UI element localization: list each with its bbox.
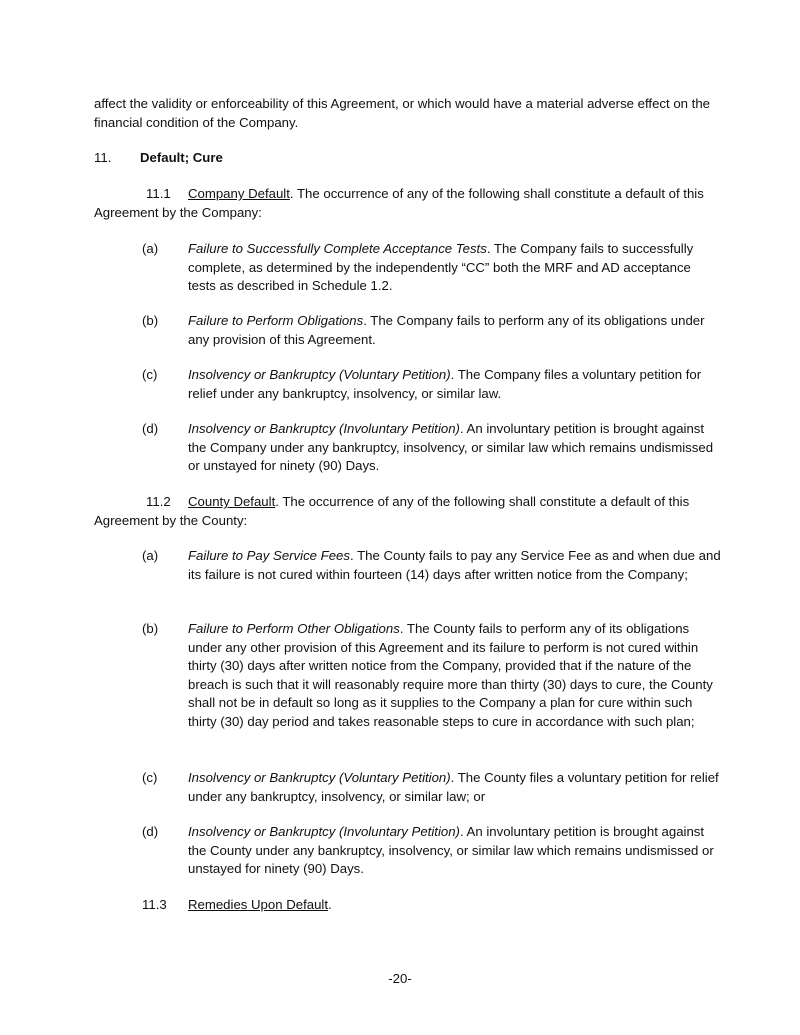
item-text: . The Company fails to perform any of its obligations under any provision of this Agreement. — [188, 313, 705, 347]
intro-paragraph: affect the validity or enforceability of this Agreement, or which would have a material adverse effect on the financial condition of the Company. — [94, 96, 710, 130]
list-item — [142, 823, 722, 879]
subsection-number: 11.2 — [146, 494, 171, 509]
subsection-title: Remedies Upon Default — [188, 897, 329, 912]
item-text: . The County files a voluntary petition for relief under any bankruptcy, insolvency, or similar law; or — [188, 770, 719, 804]
page-number: -20- — [388, 971, 412, 986]
item-text: . An involuntary petition is brought against the Company under any bankruptcy, insolvency, or similar law which remains undismissed or unstayed for ninety (90) Days. — [188, 421, 714, 473]
list-item — [142, 620, 722, 731]
item-text: . The Company files a voluntary petition for relief under any bankruptcy, insolvency, or similar law. — [188, 367, 702, 401]
subsection-text: . The occurrence of any of the following shall constitute a default of this Agreement by the Company: — [94, 186, 704, 220]
subsection-11-2 — [94, 493, 714, 530]
section-heading — [94, 149, 714, 168]
item-title: Failure to Perform Obligations — [188, 313, 364, 328]
list-item — [142, 366, 722, 403]
subsection-text: . The occurrence of any of the following shall constitute a default of this Agreement by the County: — [94, 494, 690, 528]
item-title: Insolvency or Bankruptcy (Voluntary Petition) — [188, 367, 451, 382]
item-label: (a) — [142, 548, 159, 563]
subsection-text: . — [328, 897, 332, 912]
item-title: Insolvency or Bankruptcy (Involuntary Petition) — [188, 824, 460, 839]
subsection-11-1 — [94, 185, 714, 222]
item-text: . The County fails to pay any Service Fee as and when due and its failure is not cured within fourteen (14) days after written notice from the Company; — [188, 548, 721, 582]
item-label: (b) — [142, 313, 159, 328]
item-title: Failure to Successfully Complete Acceptance Tests — [188, 241, 487, 256]
list-item — [142, 420, 722, 476]
subsection-title: Company Default — [188, 186, 290, 201]
item-title: Insolvency or Bankruptcy (Voluntary Petition) — [188, 770, 451, 785]
list-item — [142, 769, 722, 806]
item-label: (d) — [142, 824, 159, 839]
list-item — [142, 312, 722, 349]
subsection-number: 11.3 — [142, 897, 167, 912]
item-title: Failure to Pay Service Fees — [188, 548, 350, 563]
list-item — [142, 547, 722, 584]
section-number: 11. — [94, 150, 112, 165]
section-title: Default; Cure — [140, 150, 223, 165]
subsection-11-3 — [142, 896, 332, 915]
item-label: (d) — [142, 421, 159, 436]
item-label: (c) — [142, 770, 158, 785]
item-title: Insolvency or Bankruptcy (Involuntary Petition) — [188, 421, 460, 436]
item-label: (c) — [142, 367, 158, 382]
item-text: . An involuntary petition is brought against the County under any bankruptcy, insolvency, or similar law which remains undismissed or unstayed for ninety (90) Days. — [188, 824, 714, 876]
list-item — [142, 240, 722, 296]
subsection-title: County Default — [188, 494, 276, 509]
item-title: Failure to Perform Other Obligations — [188, 621, 400, 636]
item-text: . The Company fails to successfully complete, as determined by the independently “CC” both the MRF and AD acceptance tests as described in Schedule 1.2. — [188, 241, 694, 293]
item-text: . The County fails to perform any of its obligations under any other provision of this Agreement and its failure to perform is not cured within thirty (30) days after written notice from the Company, provided that if the nature of the breach is such that it will reasonably require more than thirty (30) days to cure, the County shall not be in default so long as it supplies to the Company a plan for cure within such thirty (30) day period and takes reasonable steps to cure in accordance with such plan; — [188, 621, 713, 729]
item-label: (a) — [142, 241, 159, 256]
item-label: (b) — [142, 621, 159, 636]
subsection-number: 11.1 — [146, 186, 171, 201]
